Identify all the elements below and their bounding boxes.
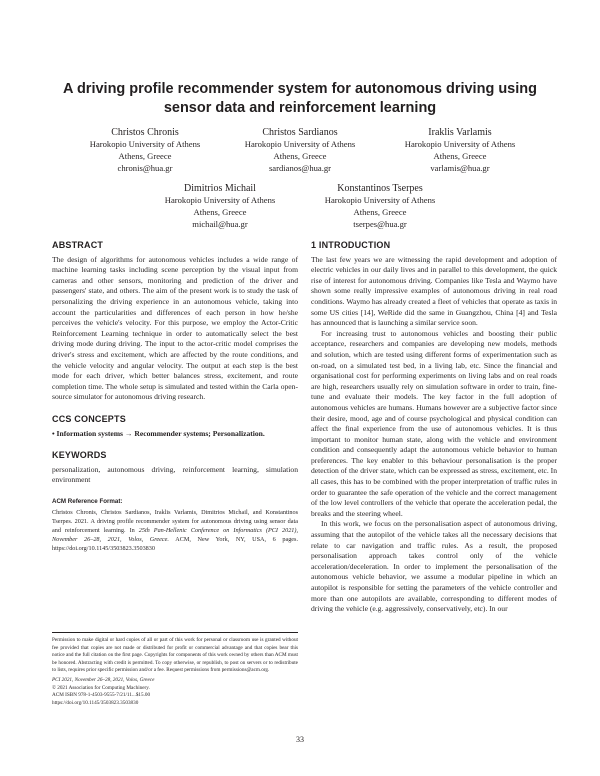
author-name: Iraklis Varlamis (428, 127, 492, 138)
author-location: Athens, Greece (193, 206, 247, 217)
conference-line: PCI 2021, November 26–28, 2021, Volos, Greece (52, 676, 155, 683)
author-email: tserpes@hua.gr (353, 218, 407, 229)
author-email: varlamis@hua.gr (430, 162, 490, 173)
author-name: Konstantinos Tserpes (337, 183, 423, 194)
author-3 (380, 126, 540, 174)
author-name: Dimitrios Michail (184, 183, 256, 194)
intro-heading: 1 INTRODUCTION (311, 240, 391, 250)
permission-text: Permission to make digital or hard copies of all or part of this work for personal or classroom use is granted without fee provided that copies are not made or distributed for profit or commercial advantage and that copies bear this notice and the full citation on the first page. Copyrights for components of this work owned by others than ACM must be honored. Abstracting with credit is permitted. To copy otherwise, or republish, to post on servers or to redistribute to lists, requires prior specific permission and/or a fee. Request permissions from permissions@acm.org. (52, 637, 298, 674)
author-affiliation: Harokopio University of Athens (89, 139, 201, 149)
right-column (311, 240, 557, 615)
author-email: michail@hua.gr (192, 218, 248, 229)
intro-paragraph-1: The last few years we are witnessing the rapid development and adoption of electric vehicles in our daily lives and in parallel to this development, the quick rise of interest for autonomous driving. Companies like Tesla and Waymo have shown some really impressive examples of autonomous driving in real road conditions. Waymo has already created a fleet of vehicles that operate as taxis in some US cities [14], WeRide did the same in Guangzhou, China [4] and Tesla has announced that is launching a similar service soon. (311, 254, 557, 328)
keywords-heading: KEYWORDS (52, 450, 107, 461)
author-location: Athens, Greece (273, 150, 327, 161)
ccs-text: • Information systems → Recommender systems; Personalization. (52, 428, 265, 438)
author-1 (65, 126, 225, 174)
author-name: Christos Chronis (111, 127, 179, 138)
author-email: sardianos@hua.gr (268, 162, 332, 173)
left-column (52, 240, 298, 553)
abstract-heading: ABSTRACT (52, 240, 104, 250)
author-email: chronis@hua.gr (117, 162, 173, 173)
isbn-line: ACM ISBN 978-1-4503-9555-7/21/11...$15.00 (52, 692, 151, 699)
author-affiliation: Harokopio University of Athens (404, 139, 516, 149)
keywords-text: personalization, autonomous driving, reinforcement learning, simulation environment (52, 464, 298, 485)
copyright-line: © 2021 Association for Computing Machinery. (52, 684, 150, 691)
author-location: Athens, Greece (433, 150, 487, 161)
author-5 (300, 182, 460, 230)
author-affiliation: Harokopio University of Athens (244, 139, 356, 149)
page-number: 33 (296, 735, 304, 744)
doi-line: https://doi.org/10.1145/3503823.3503830 (52, 699, 139, 706)
intro-paragraph-2: For increasing trust to autonomous vehicles and boosting their public acceptance, researchers and companies are developing new models, methods and solution, which are tested using different forms of experimentation such as on-road, on a simulated test bed, in a living lab, etc. Since the financial and organisational cost for performing experiments on living labs and on real roads are high, researchers usually rely on simulation software in order to train, fine-tune and evaluate their models. The key factor in the full adoption of autonomous vehicles are humans. Humans however are a subjective factor since their desire, mood, age and of course psychological and physical condition can affect the final experience from the use of autonomous vehicles. It is thus important to monitor human state, along with the vehicle and environment condition and consequently adapt the autonomous vehicle behavior to human preferences. The key enabler to this behaviour personalisation is the proper detection of the driver state, which can be expressed as stress, excitement, etc. In all cases, this has to be combined with the proper interpretation of traffic rules in order to guarantee the safe operation of the vehicle and the correct management of the low level controllers of the vehicle that operate the acceleration pedal, the breaks and the steering wheel. (311, 328, 557, 518)
author-affiliation: Harokopio University of Athens (164, 195, 276, 205)
author-name: Christos Sardianos (262, 127, 338, 138)
permission-footnote (52, 632, 298, 707)
author-location: Athens, Greece (118, 150, 172, 161)
author-affiliation: Harokopio University of Athens (324, 195, 436, 205)
paper-title: A driving profile recommender system for autonomous driving using sensor data and reinforcement learning (62, 81, 537, 116)
abstract-text: The design of algorithms for autonomous vehicles includes a wide range of machine learning tasks including scene perception by the visual input from cameras and other sensors, monitoring and prediction of the driver and passengers' state, and others. The aim of the present work is to study the task of personalizing the driving experience in an autonomous vehicle, taking into account the particularities and differences of each person in how he/she perceives the vehicle's velocity. For this purpose, we employ the Actor-Critic Reinforcement Learning technique in order to automatically select the best driving mode during driving. The input to the actor-critic model comprises the driver's stress and excitement, which are affected by the route conditions, and the vehicle velocity and angular velocity. The output at each step is the best mode for each driver, which better balances stress, excitement, and route completion time. The whole setup is simulated and tested within the Carla open-source simulator for autonomous driving research. (52, 254, 298, 402)
author-4 (140, 182, 300, 230)
author-location: Athens, Greece (353, 206, 407, 217)
acm-reference-text: Christos Chronis, Christos Sardianos, Iraklis Varlamis, Dimitrios Michail, and Konstantinos Tserpes. 2021. A driving profile recommender system for autonomous driving using sensor data and reinforcement learning. In 25th Pan-Hellenic Conference on Informatics (PCI 2021), November 26–28, 2021, Volos, Greece. ACM, New York, NY, USA, 6 pages. https://doi.org/10.1145/3503823.3503830 (52, 509, 298, 553)
intro-paragraph-3: In this work, we focus on the personalisation aspect of autonomous driving, assuming that the autopilot of the vehicle takes all the necessary decisions that relate to car navigation and traffic rules. As a result, the proposed personalisation approach takes control only of the vehicle acceleration/deceleration. In order to implement the personalisation of the autonomous vehicle behavior, we assume a modular pipeline in which an autopilot is responsible for setting the parameters of the vehicle controller and more than one autopilots are available, corresponding to different modes of driving the vehicle (e.g. aggressively, conservatively, etc). In our (311, 519, 557, 614)
acm-reference-heading: ACM Reference Format: (52, 497, 123, 505)
ccs-heading: CCS CONCEPTS (52, 413, 126, 424)
author-2 (220, 126, 380, 174)
